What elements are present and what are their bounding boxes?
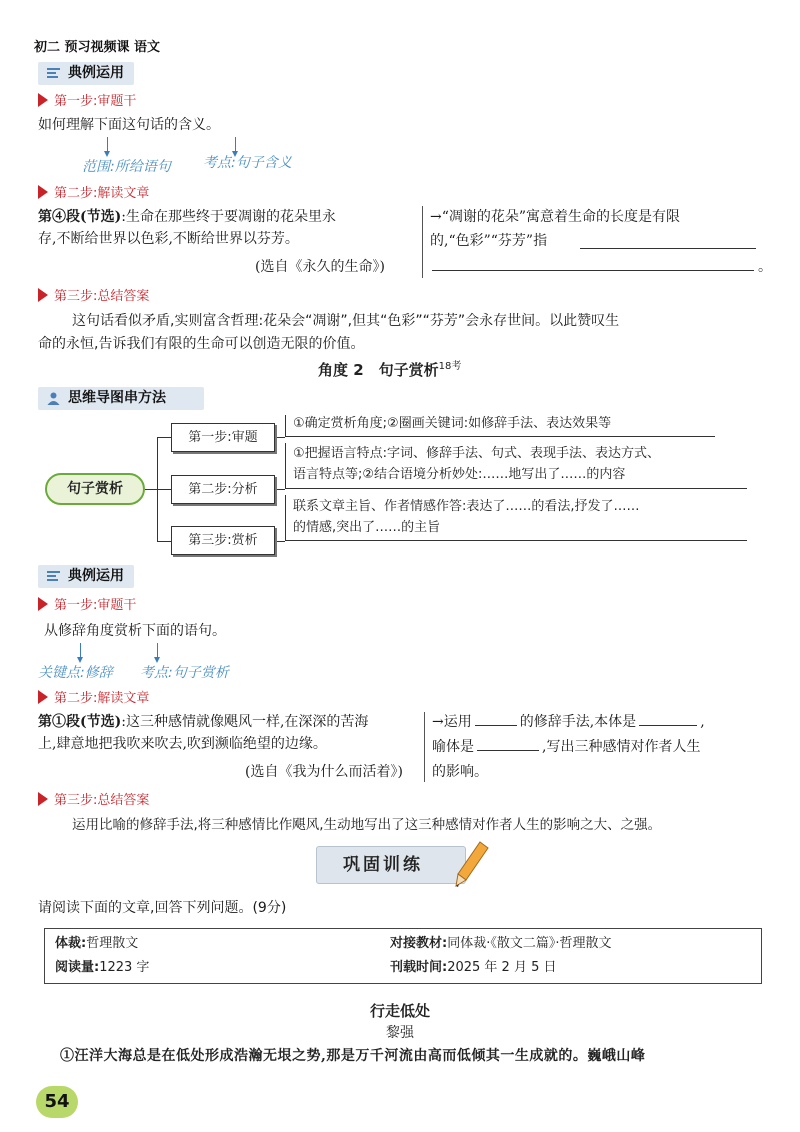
underline (285, 488, 747, 489)
step3-heading (38, 792, 149, 810)
step2-heading (38, 185, 149, 203)
branch-box-3: 第三步:赏析 (171, 526, 275, 555)
answer-part: →运用 (432, 714, 472, 730)
triangle-marker-icon (38, 93, 48, 107)
triangle-marker-icon (38, 792, 48, 806)
exam-count: 18考 (438, 361, 462, 372)
connector (277, 437, 285, 438)
paragraph-tag: 第④段(节选) (38, 209, 122, 225)
practice-banner: 巩固训练 (316, 846, 466, 884)
answer-part: ,写出三种感情对作者人生 (542, 739, 701, 755)
wordcount-field (55, 958, 149, 978)
connector (285, 495, 286, 541)
passage-source: (选自《我为什么而活着》) (245, 764, 403, 780)
passage-line: :这三种感情就像飓风一样,在深深的苦海 (121, 714, 369, 730)
step1-label: 第一步:审题干 (54, 94, 137, 109)
answer-part: 喻体是 (432, 739, 474, 755)
answer-blank (580, 248, 756, 249)
branch-box-1: 第一步:审题 (171, 423, 275, 452)
answer-end: 。 (758, 259, 772, 275)
section-badge-example-1 (38, 62, 134, 85)
step1-heading (38, 93, 136, 111)
summary-line: 这句话看似矛盾,实则富含哲理:花朵会“凋谢”,但其“色彩”“芬芳”会永存世间。以此赞叹生 (72, 313, 620, 329)
field-label: 刊载时间: (390, 960, 448, 975)
answer-line (432, 711, 705, 733)
connector (157, 437, 171, 438)
passage-line: 存,不断给世界以色彩,不断给世界以芬芳。 (38, 231, 299, 247)
connector (285, 415, 286, 437)
field-label: 体裁: (55, 936, 87, 951)
step2-heading (38, 690, 149, 708)
annotation-arrow-icon (107, 137, 108, 153)
section-badge-example-2 (38, 565, 134, 588)
branch-text: 联系文章主旨、作者情感作答:表达了……的看法,抒发了…… (293, 499, 640, 514)
mindmap-root: 句子赏析 (45, 473, 145, 505)
field-label: 阅读量: (55, 960, 100, 975)
passage-line: 上,肆意地把我吹来吹去,吹到濒临绝望的边缘。 (38, 736, 327, 752)
article-paragraph: ①汪洋大海总是在低处形成浩瀚无垠之势,那是万千河流由高而低倾其一生成就的。巍峨山峰 (60, 1048, 646, 1064)
practice-instruction: 请阅读下面的文章,回答下列问题。(9分) (38, 900, 287, 916)
header-label: 初二 预习视频课 语文 (34, 40, 161, 55)
underline (285, 540, 747, 541)
passage-line: :生命在那些终于要凋谢的花朵里永 (121, 209, 336, 225)
field-label: 对接教材: (390, 936, 448, 951)
article-title: 行走低处 (369, 1002, 430, 1020)
annotation-scope: 范围:所给语句 (82, 159, 171, 175)
summary-line: 命的永恒,告诉我们有限的生命可以创造无限的价值。 (38, 336, 365, 352)
question-text: 如何理解下面这句话的含义。 (38, 117, 220, 133)
step1-heading (38, 597, 136, 615)
annotation-point: 考点:句子赏析 (140, 665, 229, 681)
connector (145, 489, 157, 490)
step3-label: 第三步:总结答案 (54, 793, 150, 808)
field-value: 同体裁·《散文二篇》·哲理散文 (447, 936, 612, 951)
divider (422, 206, 423, 278)
field-value: 2025 年 2 月 5 日 (447, 960, 557, 975)
triangle-marker-icon (38, 288, 48, 302)
page-number: 54 (36, 1086, 78, 1118)
answer-blank (432, 270, 754, 271)
date-field (390, 958, 557, 978)
answer-part: , (700, 714, 705, 730)
branch-box-2: 第二步:分析 (171, 475, 275, 504)
annotation-arrow-icon (235, 137, 236, 153)
branch-text: 语言特点等;②结合语境分析妙处:……地写出了……的内容 (293, 467, 626, 482)
badge-label: 典例运用 (68, 568, 124, 584)
passage-excerpt (38, 206, 418, 250)
annotation-point: 考点:句子含义 (203, 155, 292, 171)
step2-label: 第二步:解读文章 (54, 691, 150, 706)
badge-label: 思维导图串方法 (68, 390, 166, 406)
branch-text: 的情感,突出了……的主旨 (293, 520, 441, 535)
annotation-key: 关键点:修辞 (38, 665, 113, 681)
underline (285, 436, 715, 437)
branch-text: ①把握语言特点:字词、修辞手法、句式、表现手法、表达方式、 (293, 446, 661, 461)
question-text: 从修辞角度赏析下面的语句。 (44, 623, 226, 639)
summary-text: 运用比喻的修辞手法,将三种感情比作飓风,生动地写出了这三种感情对作者人生的影响之大、之强。 (72, 817, 662, 833)
answer-blank (477, 750, 539, 751)
passage-source: (选自《永久的生命》) (255, 259, 385, 275)
paragraph-tag: 第①段(节选) (38, 714, 122, 730)
genre-field (55, 934, 138, 954)
article-info-table (44, 928, 762, 984)
article-author: 黎强 (386, 1025, 414, 1041)
answer-line: →“凋谢的花朵”寓意着生命的长度是有限 (430, 209, 681, 225)
mindmap-badge (38, 387, 204, 410)
field-value: 1223 字 (99, 960, 150, 975)
answer-blank (475, 725, 517, 726)
answer-line (432, 736, 700, 758)
badge-label: 典例运用 (68, 65, 124, 81)
divider (424, 712, 425, 782)
connector (157, 489, 171, 490)
connector (285, 443, 286, 489)
step3-label: 第三步:总结答案 (54, 289, 150, 304)
angle-title (318, 357, 461, 380)
triangle-marker-icon (38, 597, 48, 611)
answer-line: 的影响。 (432, 764, 488, 780)
field-value: 哲理散文 (86, 936, 139, 951)
pencil-icon (452, 840, 492, 890)
step3-heading (38, 288, 149, 306)
step2-label: 第二步:解读文章 (54, 186, 150, 201)
annotation-arrow-icon (80, 643, 81, 659)
document-lines-icon (46, 569, 61, 584)
triangle-marker-icon (38, 690, 48, 704)
connector (157, 541, 171, 542)
triangle-marker-icon (38, 185, 48, 199)
answer-blank (639, 725, 697, 726)
answer-line: 的,“色彩”“芬芳”指 (430, 233, 548, 249)
branch-text: ①确定赏析角度;②圈画关键词:如修辞手法、表达效果等 (293, 416, 612, 431)
step1-label: 第一步:审题干 (54, 598, 137, 613)
angle-title-text: 角度 2 句子赏析 (318, 361, 439, 379)
answer-part: 的修辞手法,本体是 (519, 714, 637, 730)
person-icon (46, 391, 61, 406)
connector (277, 541, 285, 542)
textbook-field (390, 934, 611, 954)
connector (277, 489, 285, 490)
passage-excerpt (38, 711, 423, 755)
document-lines-icon (46, 66, 61, 81)
annotation-arrow-icon (157, 643, 158, 659)
